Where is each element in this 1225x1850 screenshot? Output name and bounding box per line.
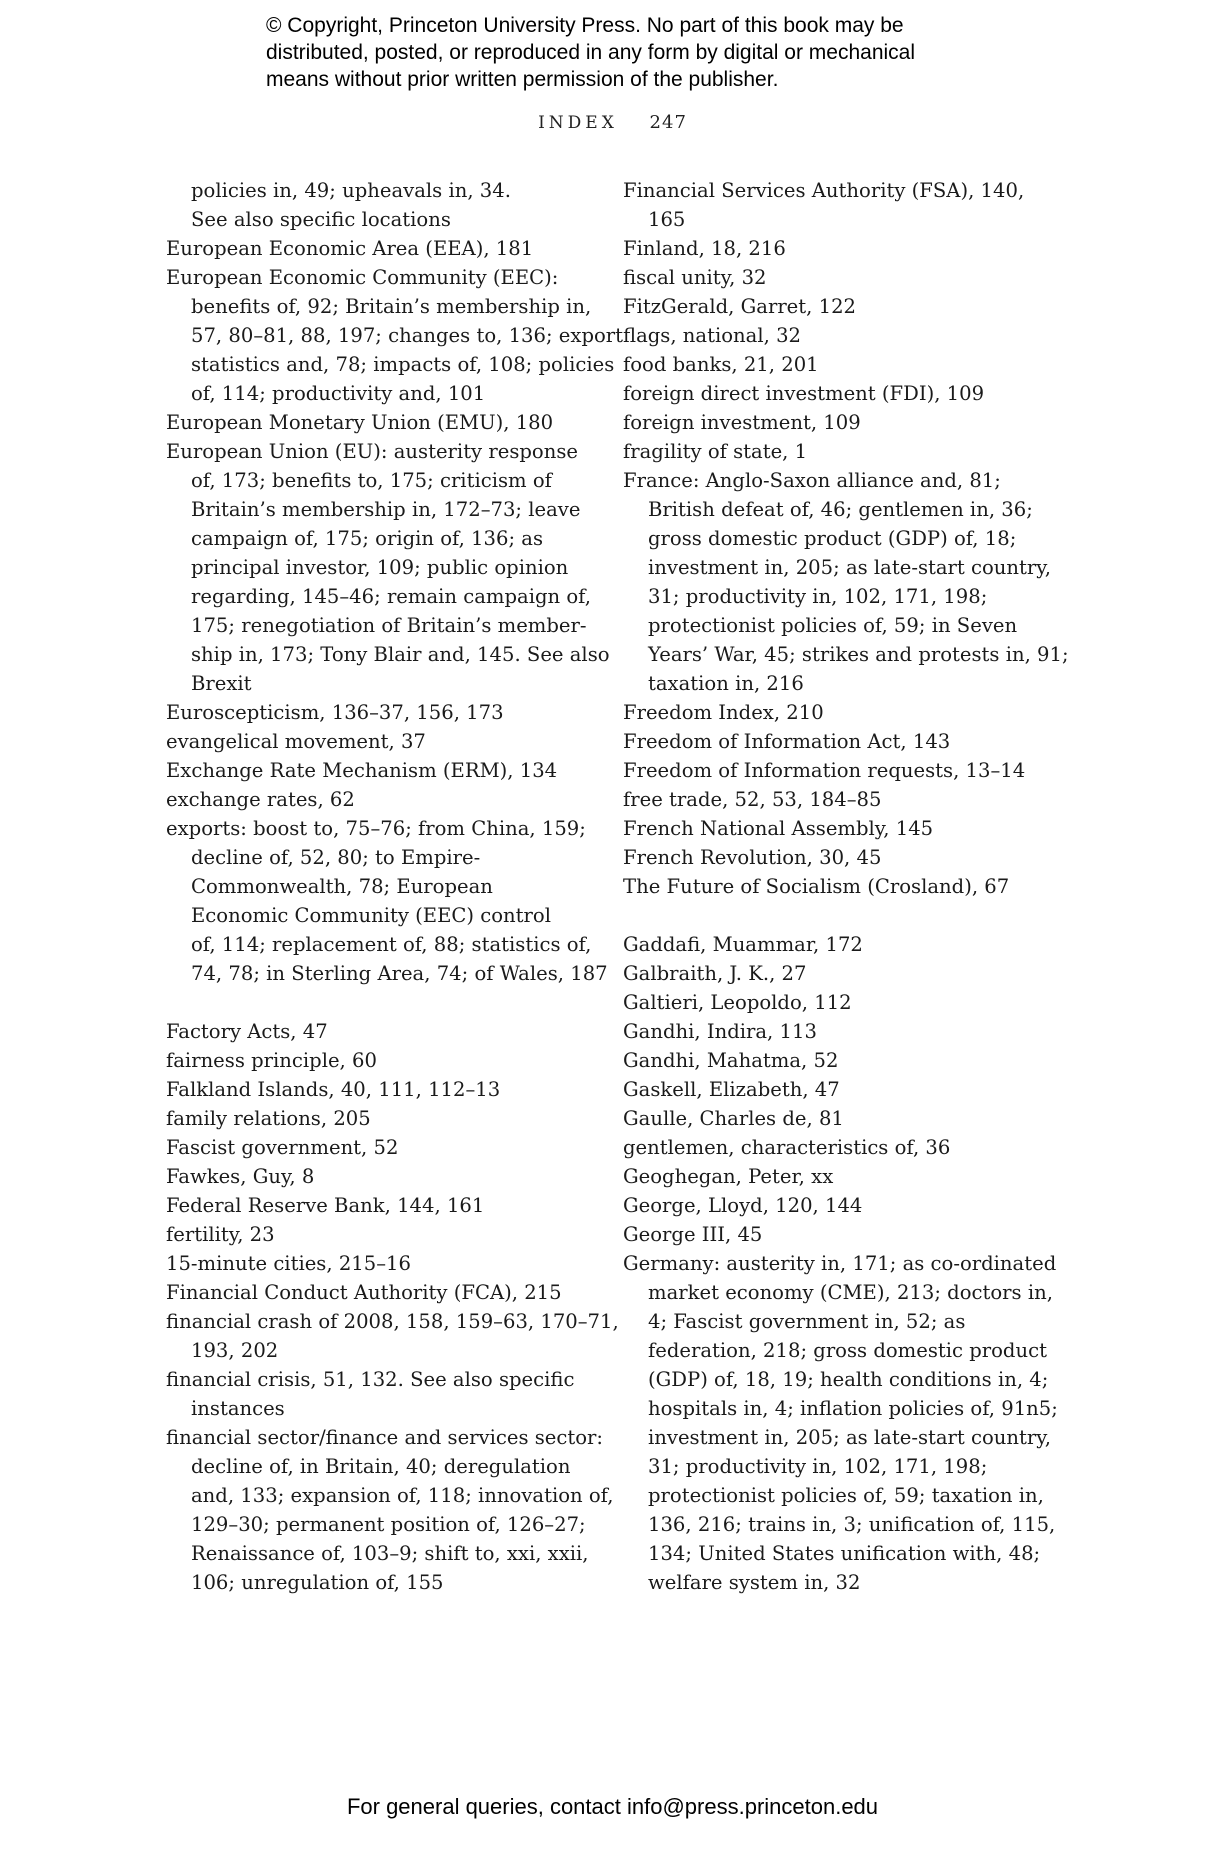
index-entry: French Revolution, 30, 45 [623, 846, 882, 869]
index-entry: foreign direct investment (FDI), 109 [623, 382, 985, 405]
index-entry-continuation: 165 [648, 208, 686, 231]
index-entry: European Monetary Union (EMU), 180 [166, 411, 554, 434]
index-entry-continuation: protectionist policies of, 59; taxation in, [648, 1484, 1044, 1507]
index-entry: Euroscepticism, 136–37, 156, 173 [166, 701, 504, 724]
index-entry: gentlemen, characteristics of, 36 [623, 1136, 951, 1159]
index-entry-continuation: instances [191, 1397, 285, 1420]
running-head-label: INDEX [538, 113, 618, 133]
index-entry: European Union (EU): austerity response [166, 440, 578, 463]
index-entry: Gaddafi, Muammar, 172 [623, 933, 863, 956]
copyright-line: means without prior written permission of the publisher. [266, 68, 779, 91]
index-entry: Falkland Islands, 40, 111, 112–13 [166, 1078, 501, 1101]
index-entry: Exchange Rate Mechanism (ERM), 134 [166, 759, 558, 782]
index-entry-continuation: and, 133; expansion of, 118; innovation of, [191, 1484, 614, 1507]
index-entry: Gandhi, Mahatma, 52 [623, 1049, 839, 1072]
index-entry-continuation: statistics and, 78; impacts of, 108; policies [191, 353, 615, 376]
index-entry: food banks, 21, 201 [623, 353, 819, 376]
index-entry-continuation: Commonwealth, 78; European [191, 875, 493, 898]
copyright-line: distributed, posted, or reproduced in any form by digital or mechanical [266, 41, 916, 64]
copyright-notice [266, 12, 1026, 93]
footer-contact: For general queries, contact info@press.princeton.edu [346, 1794, 879, 1819]
index-entry-continuation: Renaissance of, 103–9; shift to, xxi, xxii, [191, 1542, 589, 1565]
index-entry-continuation: 31; productivity in, 102, 171, 198; [648, 585, 988, 608]
index-entry: France: Anglo-Saxon alliance and, 81; [623, 469, 1001, 492]
index-entry-continuation: ship in, 173; Tony Blair and, 145. See also [191, 643, 610, 666]
index-entry-continuation: 74, 78; in Sterling Area, 74; of Wales, 187 [191, 962, 608, 985]
index-entry-continuation: protectionist policies of, 59; in Seven [648, 614, 1018, 637]
index-entry-continuation: investment in, 205; as late-start country, [648, 1426, 1051, 1449]
index-entry-continuation: 129–30; permanent position of, 126–27; [191, 1513, 586, 1536]
index-entry: Germany: austerity in, 171; as co-ordinated [623, 1252, 1057, 1275]
copyright-line: © Copyright, Princeton University Press. No part of this book may be [266, 14, 904, 37]
index-entry-continuation: 4; Fascist government in, 52; as [648, 1310, 966, 1333]
index-entry: fertility, 23 [166, 1223, 275, 1246]
index-entry-continuation: 134; United States unification with, 48; [648, 1542, 1041, 1565]
index-entry-continuation: federation, 218; gross domestic product [648, 1339, 1047, 1362]
index-entry: FitzGerald, Garret, 122 [623, 295, 857, 318]
index-column-right [623, 176, 1069, 1597]
index-entry: The Future of Socialism (Crosland), 67 [623, 875, 1010, 898]
index-entry-continuation: 175; renegotiation of Britain’s member- [191, 614, 587, 637]
index-entry-continuation: 31; productivity in, 102, 171, 198; [648, 1455, 988, 1478]
index-entry: financial crisis, 51, 132. See also specific [166, 1368, 575, 1391]
index-entry: Galtieri, Leopoldo, 112 [623, 991, 852, 1014]
index-entry-continuation: of, 114; productivity and, 101 [191, 382, 486, 405]
index-entry: evangelical movement, 37 [166, 730, 426, 753]
index-entry-continuation: benefits of, 92; Britain’s membership in, [191, 295, 592, 318]
index-entry: Galbraith, J. K., 27 [623, 962, 807, 985]
index-entry-continuation: of, 114; replacement of, 88; statistics of, [191, 933, 592, 956]
index-entry: foreign investment, 109 [623, 411, 861, 434]
index-entry-continuation: of, 173; benefits to, 175; criticism of [191, 469, 552, 492]
index-entry: 15-minute cities, 215–16 [166, 1252, 411, 1275]
index-entry: exchange rates, 62 [166, 788, 355, 811]
page-number: 247 [649, 112, 687, 133]
index-entry: Finland, 18, 216 [623, 237, 786, 260]
index-entry: Gandhi, Indira, 113 [623, 1020, 817, 1043]
index-entry-continuation: regarding, 145–46; remain campaign of, [191, 585, 591, 608]
index-entry: Freedom Index, 210 [623, 701, 824, 724]
index-entry: European Economic Community (EEC): [166, 266, 559, 289]
index-entry: Fawkes, Guy, 8 [166, 1165, 315, 1188]
index-entry-continuation: 136, 216; trains in, 3; unification of, 115, [648, 1513, 1056, 1536]
index-entry: Gaskell, Elizabeth, 47 [623, 1078, 840, 1101]
index-entry-continuation: gross domestic product (GDP) of, 18; [648, 527, 1017, 550]
index-entry-continuation: (GDP) of, 18, 19; health conditions in, 4; [648, 1368, 1049, 1391]
index-entry-continuation: policies in, 49; upheavals in, 34. [191, 179, 511, 202]
index-entry-continuation: decline of, in Britain, 40; deregulation [191, 1455, 571, 1478]
index-entry: Gaulle, Charles de, 81 [623, 1107, 844, 1130]
index-entry-continuation: Brexit [191, 672, 252, 695]
index-entry: fragility of state, 1 [623, 440, 808, 463]
index-entry: financial crash of 2008, 158, 159–63, 170–71, [166, 1310, 619, 1333]
index-entry: Freedom of Information Act, 143 [623, 730, 951, 753]
index-entry-continuation: 57, 80–81, 88, 197; changes to, 136; export [191, 324, 624, 347]
index-entry: Federal Reserve Bank, 144, 161 [166, 1194, 485, 1217]
index-entry-continuation: market economy (CME), 213; doctors in, [648, 1281, 1053, 1304]
index-entry-continuation: 106; unregulation of, 155 [191, 1571, 444, 1594]
index-entry-continuation: Years’ War, 45; strikes and protests in, 91; [648, 643, 1069, 666]
index-entry-continuation: principal investor, 109; public opinion [191, 556, 569, 579]
index-entry: Factory Acts, 47 [166, 1020, 328, 1043]
index-entry: exports: boost to, 75–76; from China, 159; [166, 817, 586, 840]
index-entry-continuation: British defeat of, 46; gentlemen in, 36; [648, 498, 1033, 521]
index-entry-continuation: hospitals in, 4; inflation policies of, 91n5; [648, 1397, 1058, 1420]
index-entry: Geoghegan, Peter, xx [623, 1165, 834, 1188]
index-entry: fairness principle, 60 [166, 1049, 377, 1072]
index-entry-continuation: taxation in, 216 [648, 672, 804, 695]
index-entry: Financial Services Authority (FSA), 140, [623, 179, 1025, 202]
index-entry: George, Lloyd, 120, 144 [623, 1194, 863, 1217]
index-entry-continuation: investment in, 205; as late-start country, [648, 556, 1051, 579]
index-entry: fiscal unity, 32 [623, 266, 767, 289]
index-entry-continuation: campaign of, 175; origin of, 136; as [191, 527, 544, 550]
index-entry-continuation: decline of, 52, 80; to Empire- [191, 846, 481, 869]
index-entry-continuation: Economic Community (EEC) control [191, 904, 551, 927]
index-entry-continuation: See also specific locations [191, 208, 451, 231]
index-column-left [166, 176, 624, 1597]
index-entry: Financial Conduct Authority (FCA), 215 [166, 1281, 562, 1304]
index-entry: French National Assembly, 145 [623, 817, 934, 840]
index-entry: free trade, 52, 53, 184–85 [623, 788, 882, 811]
letter-group-gap [623, 901, 1033, 930]
index-entry: Freedom of Information requests, 13–14 [623, 759, 1026, 782]
index-entry-continuation: Britain’s membership in, 172–73; leave [191, 498, 581, 521]
index-entry-continuation: welfare system in, 32 [648, 1571, 861, 1594]
index-entry: flags, national, 32 [623, 324, 801, 347]
letter-group-gap [166, 988, 576, 1017]
index-entry-continuation: 193, 202 [191, 1339, 279, 1362]
index-entry: Fascist government, 52 [166, 1136, 399, 1159]
index-entry: financial sector/finance and services sector: [166, 1426, 603, 1449]
index-entry: George III, 45 [623, 1223, 763, 1246]
index-entry: family relations, 205 [166, 1107, 371, 1130]
running-head [0, 112, 1225, 133]
index-entry: European Economic Area (EEA), 181 [166, 237, 534, 260]
